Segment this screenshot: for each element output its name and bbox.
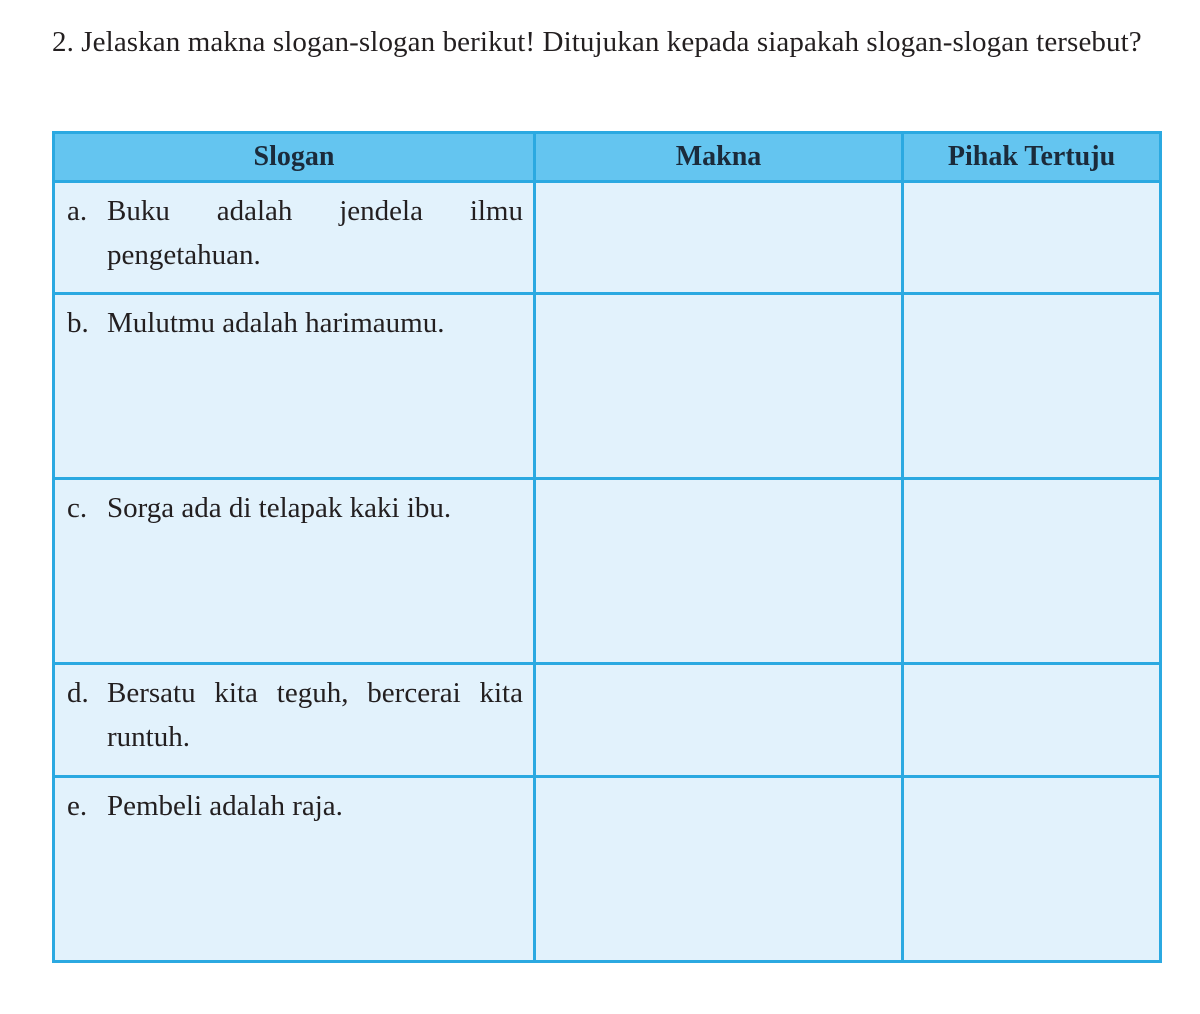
item-label: a. [67,195,88,227]
pihak-tertuju-cell[interactable] [903,182,1161,294]
pihak-tertuju-cell[interactable] [903,777,1161,962]
makna-cell[interactable] [535,664,903,777]
pihak-tertuju-cell[interactable] [903,479,1161,664]
item-label: b. [67,307,89,339]
table-row [54,182,1161,294]
header-makna: Makna [535,133,903,182]
question-text: 2. Jelaskan makna slogan-slogan berikut! Ditujukan kepada siapakah slogan-slogan tersebut? [52,26,1142,58]
slogan-text: Pembeli adalah raja. [107,790,343,822]
makna-cell[interactable] [535,479,903,664]
slogan-cell [54,479,535,664]
slogan-text: Buku adalah jendela ilmu pengetahuan. [107,195,523,271]
slogan-cell [54,664,535,777]
makna-cell[interactable] [535,294,903,479]
item-label: e. [67,790,88,822]
makna-cell[interactable] [535,777,903,962]
header-slogan: Slogan [54,133,535,182]
makna-cell[interactable] [535,182,903,294]
slogan-text: Mulutmu adalah harimaumu. [107,307,445,339]
header-pihak-tertuju: Pihak Tertuju [903,133,1161,182]
table-row [54,294,1161,479]
slogan-text: Bersatu kita teguh, bercerai kita runtuh. [107,677,523,753]
table-row [54,664,1161,777]
pihak-tertuju-cell[interactable] [903,294,1161,479]
table-row [54,479,1161,664]
item-label: c. [67,492,88,524]
slogan-text: Sorga ada di telapak kaki ibu. [107,492,452,524]
slogan-cell [54,182,535,294]
pihak-tertuju-cell[interactable] [903,664,1161,777]
table-row [54,777,1161,962]
slogan-table [52,131,1162,963]
slogan-cell [54,777,535,962]
slogan-cell [54,294,535,479]
table-header-row [54,133,1161,182]
item-label: d. [67,677,89,709]
